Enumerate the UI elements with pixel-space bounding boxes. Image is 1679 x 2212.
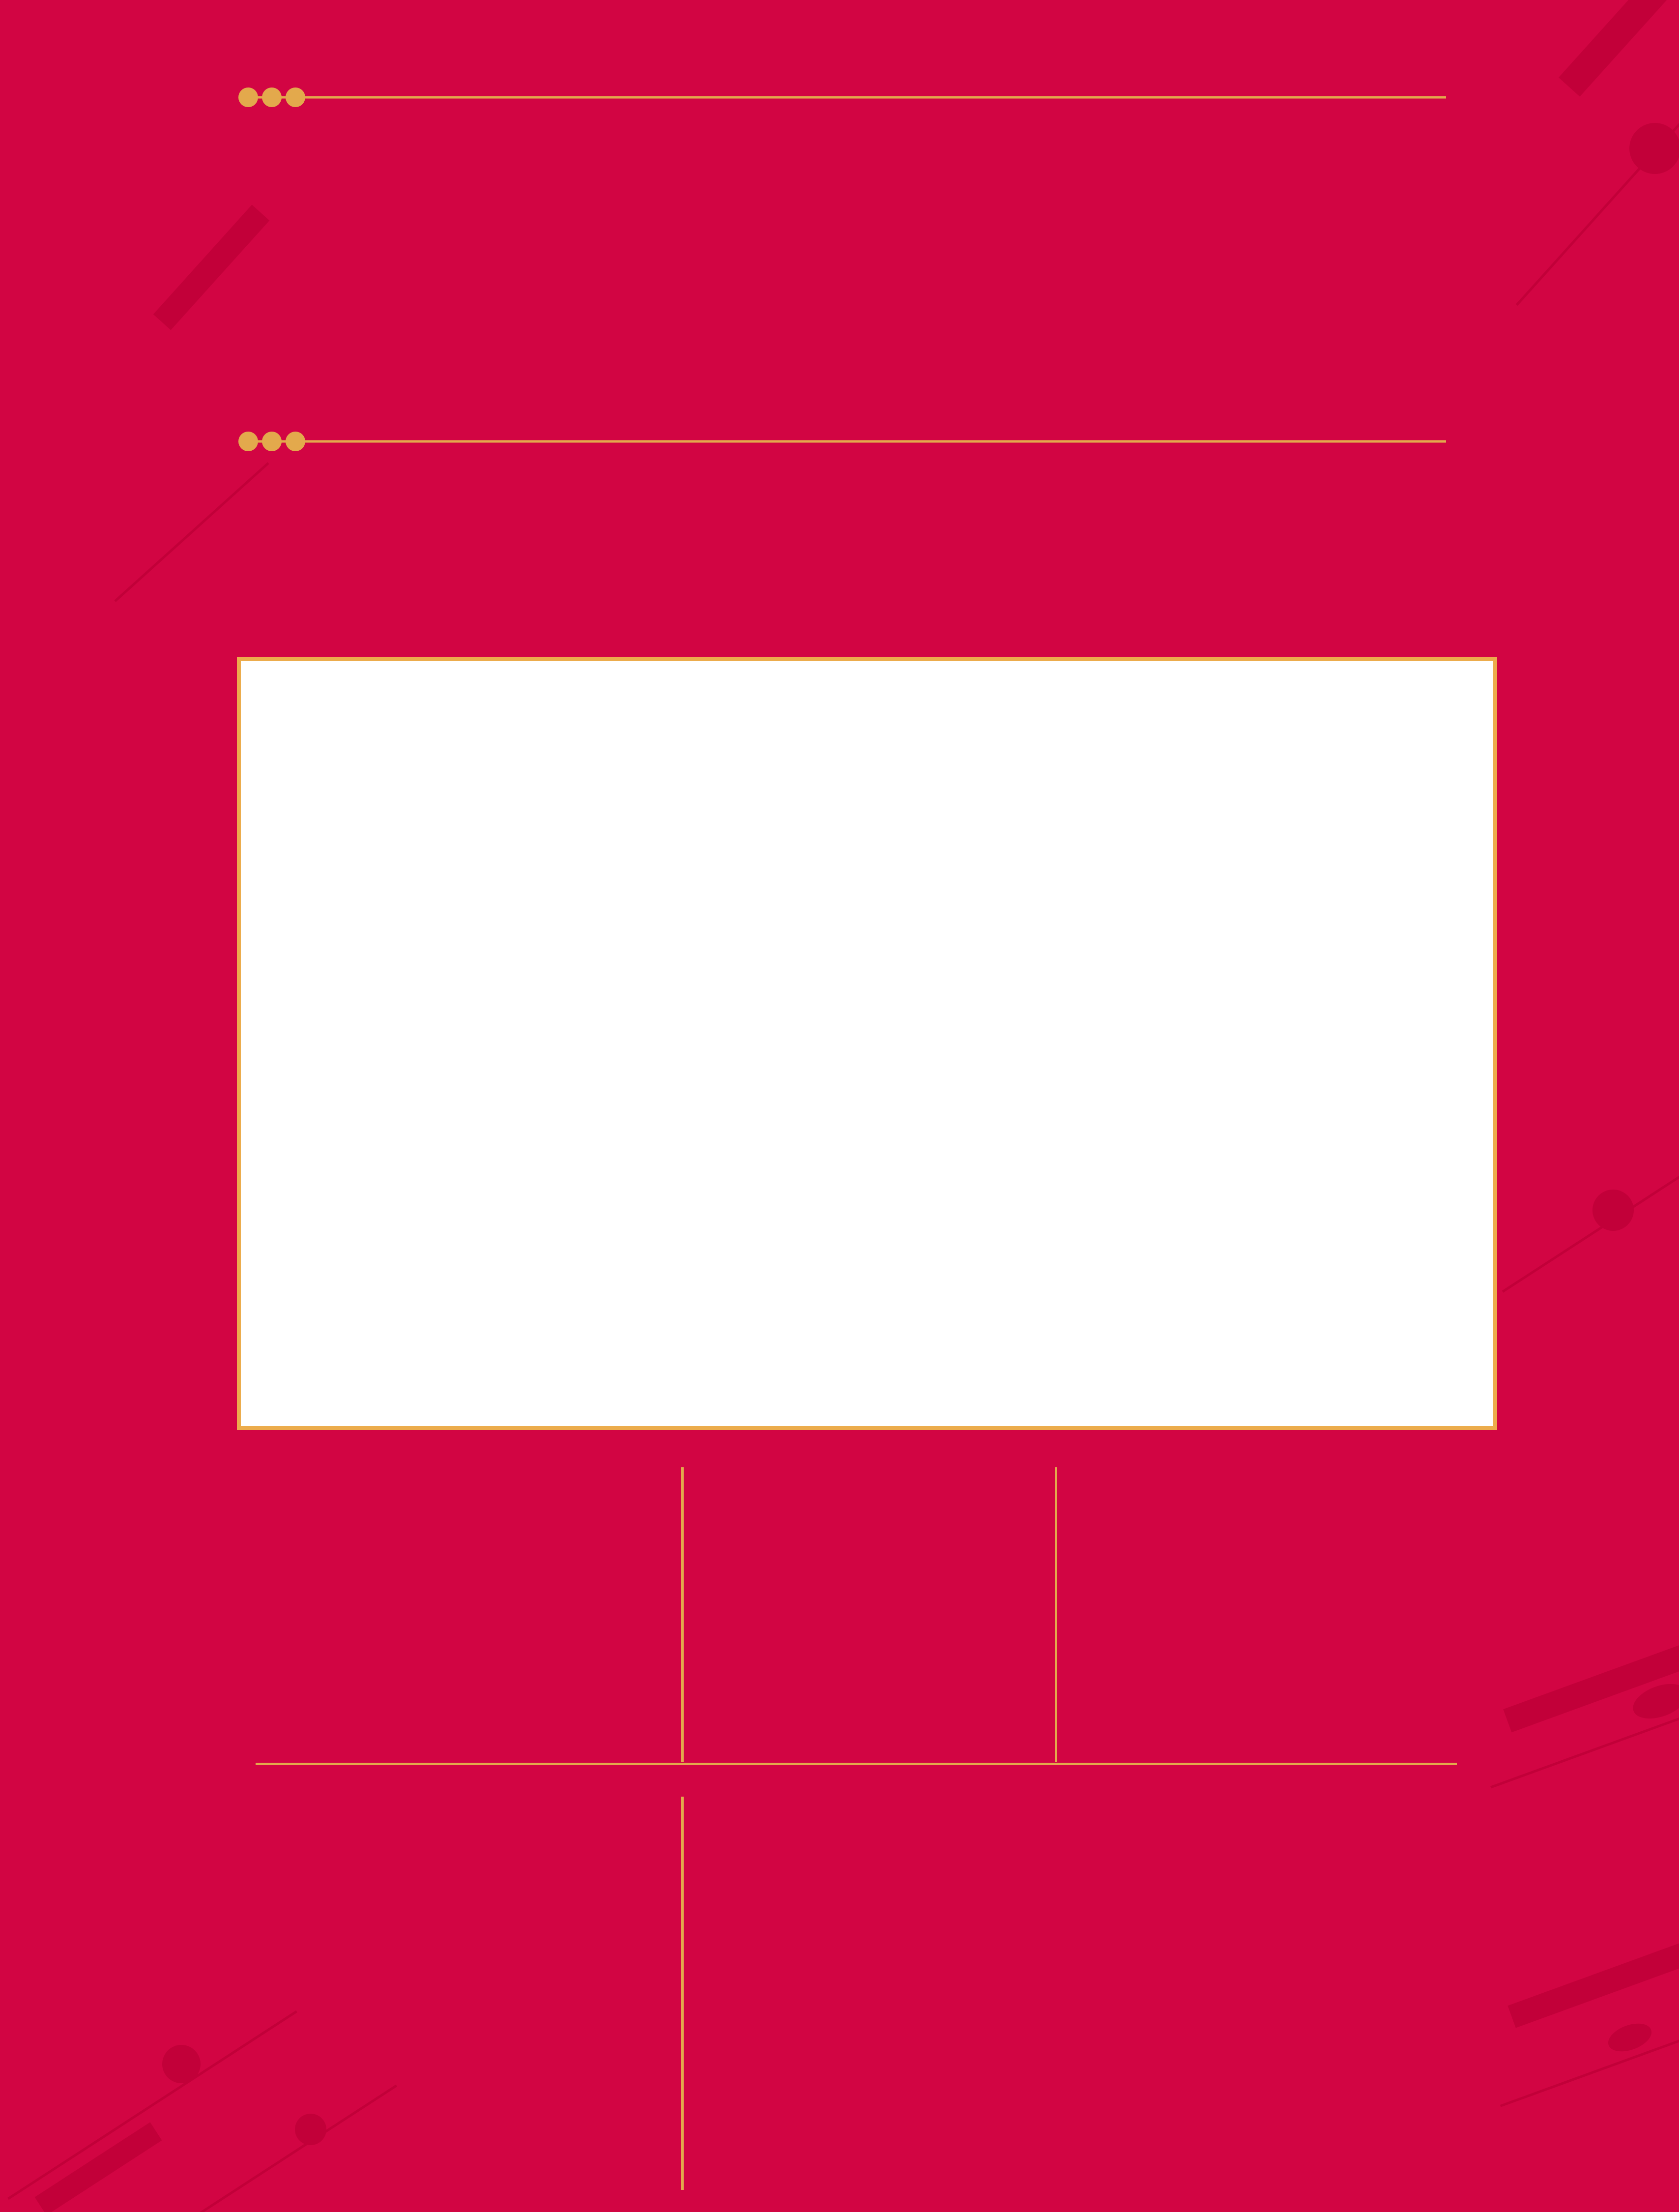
decorative-rule-bottom: [237, 431, 1450, 452]
decor-dot: [1592, 1190, 1634, 1231]
decor-dot: [1629, 123, 1679, 174]
decor-line: [1500, 2034, 1679, 2107]
locality-map: [237, 657, 1497, 1430]
column-divider: [1055, 1467, 1057, 1762]
column-divider: [681, 1467, 684, 1762]
decorative-rule-top: [237, 87, 1450, 108]
decor-line: [1502, 1167, 1679, 1293]
decor-line: [114, 462, 269, 602]
row-divider: [256, 1763, 1457, 1765]
decor-stripe: [1559, 0, 1679, 96]
decor-line: [1516, 70, 1679, 306]
decor-line: [7, 2010, 297, 2200]
decor-stripe: [1507, 1919, 1679, 2028]
decor-line: [124, 2085, 397, 2212]
decor-dot: [295, 2114, 326, 2145]
decor-stripe: [153, 204, 269, 330]
column-divider: [681, 1797, 684, 2190]
decor-dot: [162, 2045, 201, 2083]
map-canvas: [241, 661, 1493, 1426]
